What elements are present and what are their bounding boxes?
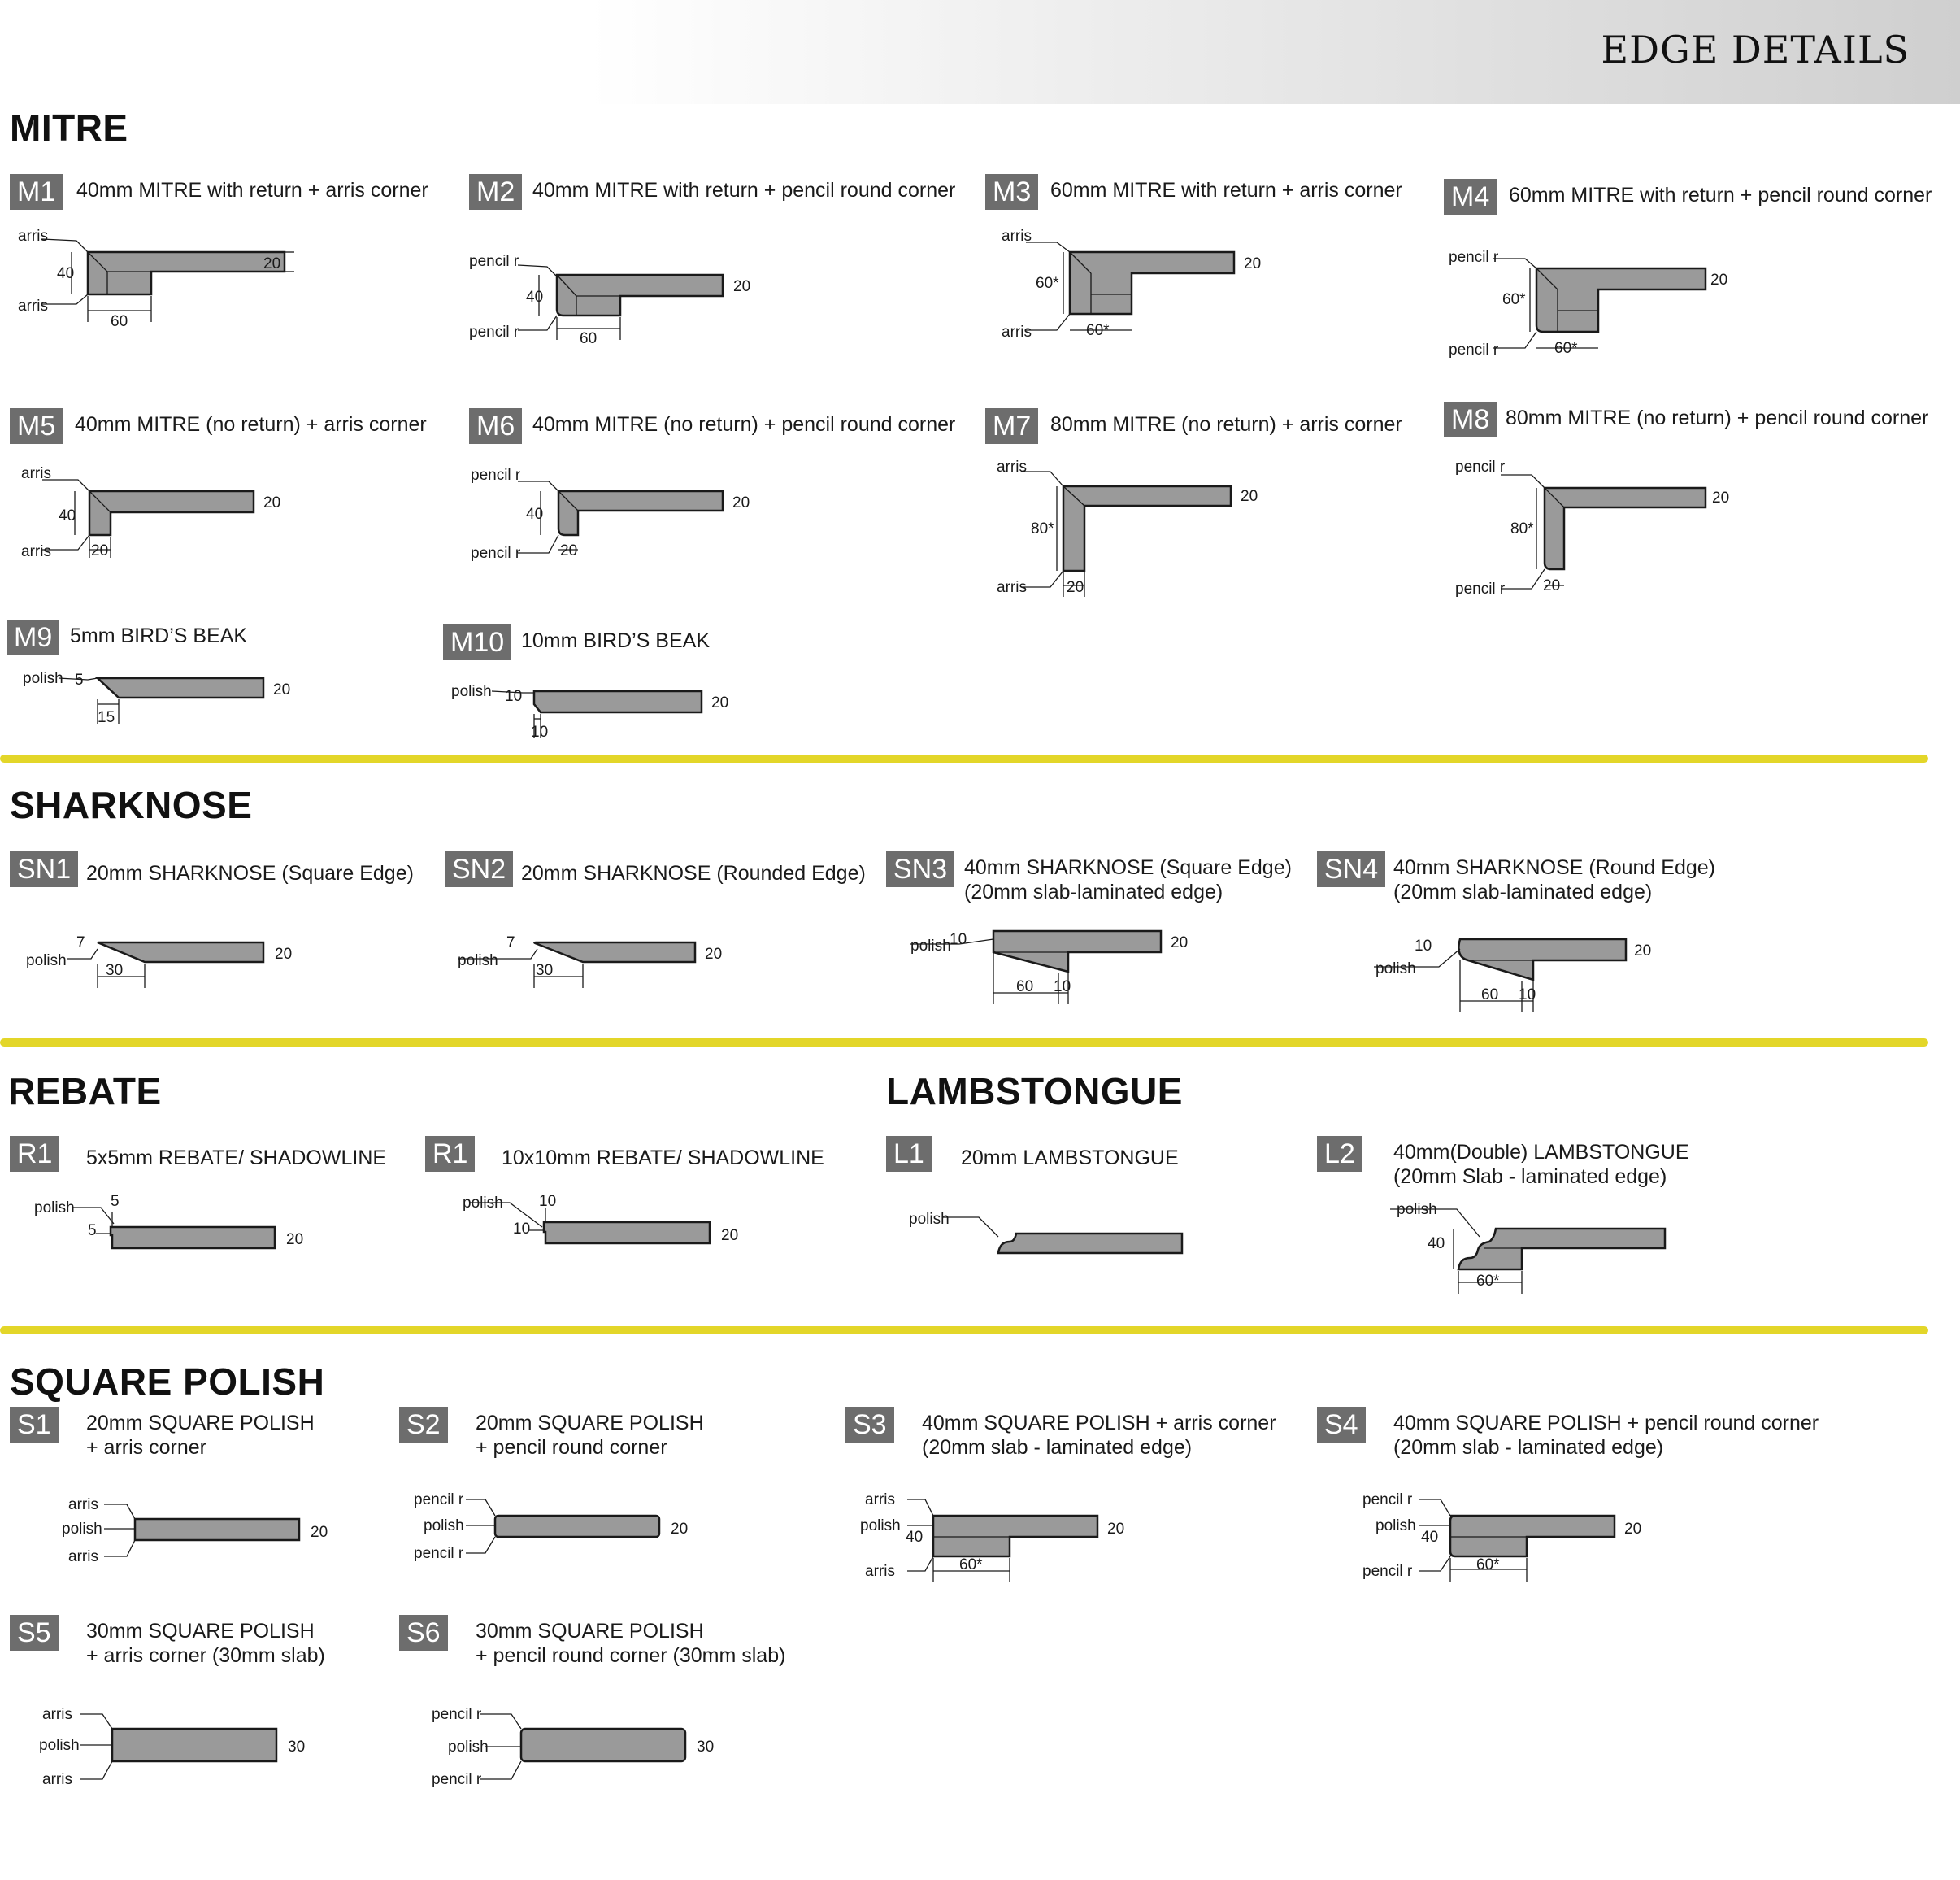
section-title-mitre: MITRE: [10, 107, 128, 149]
svg-text:arris: arris: [68, 1548, 98, 1565]
svg-text:pencil r: pencil r: [1362, 1491, 1413, 1508]
svg-text:polish: polish: [860, 1517, 901, 1534]
item-code-badge: S6: [399, 1615, 448, 1651]
svg-text:30: 30: [536, 962, 554, 979]
svg-text:40: 40: [57, 265, 75, 282]
edge-profile-diagram: [469, 457, 762, 579]
svg-text:30: 30: [697, 1739, 715, 1756]
svg-text:pencil r: pencil r: [432, 1706, 482, 1723]
edge-profile-diagram: [886, 925, 1195, 1047]
svg-text:polish: polish: [463, 1195, 503, 1212]
item-description: 20mm SQUARE POLISH + arris corner: [86, 1412, 315, 1459]
svg-text:polish: polish: [1375, 960, 1416, 977]
svg-text:arris: arris: [42, 1706, 72, 1723]
svg-text:pencil r: pencil r: [432, 1771, 482, 1788]
edge-profile-diagram: [399, 1488, 708, 1594]
svg-text:arris: arris: [865, 1491, 895, 1508]
item-code-badge: M1: [10, 174, 63, 210]
svg-text:20: 20: [732, 494, 750, 511]
edge-profile-diagram: [425, 1185, 739, 1274]
item-description: 40mm MITRE (no return) + arris corner: [75, 413, 427, 436]
svg-text:40: 40: [59, 507, 76, 524]
svg-text:10: 10: [950, 931, 967, 948]
svg-text:5: 5: [75, 672, 84, 689]
svg-text:40: 40: [1421, 1529, 1439, 1546]
edge-profile-diagram: [1317, 1488, 1642, 1610]
svg-text:60*: 60*: [1554, 340, 1578, 357]
item-code-badge: M10: [443, 624, 511, 660]
svg-text:40: 40: [906, 1529, 924, 1546]
svg-text:pencil r: pencil r: [471, 467, 521, 484]
svg-text:60*: 60*: [1476, 1273, 1500, 1290]
svg-text:10: 10: [513, 1221, 531, 1238]
edge-profile-diagram: [985, 223, 1278, 361]
svg-text:60*: 60*: [1502, 291, 1526, 308]
item-code-badge: M7: [985, 408, 1038, 444]
svg-text:20: 20: [311, 1524, 328, 1541]
svg-text:pencil r: pencil r: [1449, 342, 1499, 359]
item-code-badge: M5: [10, 408, 63, 444]
svg-text:pencil r: pencil r: [414, 1491, 464, 1508]
edge-profile-diagram: [10, 457, 302, 579]
edge-profile-diagram: [469, 231, 762, 361]
svg-text:arris: arris: [865, 1563, 895, 1580]
svg-text:arris: arris: [21, 465, 51, 482]
svg-text:20: 20: [263, 255, 281, 272]
svg-text:20: 20: [273, 681, 291, 698]
section-title-lambstongue: LAMBSTONGUE: [886, 1070, 1183, 1112]
item-description: 40mm SHARKNOSE (Round Edge) (20mm slab-laminated edge): [1393, 856, 1715, 903]
item-code-badge: S1: [10, 1407, 59, 1443]
edge-profile-diagram: [1444, 455, 1753, 618]
svg-text:arris: arris: [18, 298, 48, 315]
edge-profile-diagram: [1317, 1196, 1658, 1318]
item-code-badge: SN2: [445, 851, 513, 887]
item-code-badge: SN1: [10, 851, 78, 887]
svg-text:20: 20: [1067, 579, 1084, 596]
svg-text:40: 40: [526, 506, 544, 523]
svg-text:5: 5: [88, 1222, 97, 1239]
item-description: 20mm SHARKNOSE (Rounded Edge): [521, 862, 866, 885]
item-code-badge: M3: [985, 174, 1038, 210]
svg-text:pencil r: pencil r: [471, 545, 521, 562]
svg-text:7: 7: [506, 934, 515, 951]
item-description: 30mm SQUARE POLISH + pencil round corner (30mm slab): [476, 1620, 786, 1667]
svg-text:20: 20: [275, 946, 293, 963]
svg-text:polish: polish: [424, 1517, 464, 1534]
item-code-badge: S4: [1317, 1407, 1366, 1443]
edge-profile-diagram: [10, 1698, 319, 1804]
svg-text:20: 20: [671, 1521, 689, 1538]
svg-text:pencil r: pencil r: [469, 253, 519, 270]
svg-text:arris: arris: [997, 459, 1027, 476]
svg-text:40: 40: [1428, 1235, 1445, 1252]
item-description: 20mm SHARKNOSE (Square Edge): [86, 862, 414, 885]
item-code-badge: SN4: [1317, 851, 1385, 887]
svg-text:20: 20: [1171, 934, 1189, 951]
item-code-badge: M8: [1444, 402, 1497, 437]
svg-text:60: 60: [580, 330, 598, 347]
svg-text:arris: arris: [42, 1771, 72, 1788]
section-divider: [0, 755, 1928, 763]
svg-text:20: 20: [705, 946, 723, 963]
edge-profile-diagram: [445, 916, 754, 1006]
item-description: 40mm SQUARE POLISH + pencil round corner (20mm slab - laminated edge): [1393, 1412, 1819, 1459]
svg-text:20: 20: [263, 494, 281, 511]
svg-text:pencil r: pencil r: [1455, 459, 1506, 476]
section-divider: [0, 1326, 1928, 1334]
svg-text:polish: polish: [451, 683, 492, 700]
edge-profile-diagram: [10, 916, 319, 1006]
svg-text:60: 60: [1016, 978, 1034, 995]
item-code-badge: L2: [1317, 1136, 1362, 1172]
item-description: 30mm SQUARE POLISH + arris corner (30mm slab): [86, 1620, 325, 1667]
svg-text:polish: polish: [1375, 1517, 1416, 1534]
svg-text:10: 10: [1054, 978, 1071, 995]
item-description: 40mm(Double) LAMBSTONGUE (20mm Slab - laminated edge): [1393, 1141, 1689, 1188]
svg-text:arris: arris: [1002, 228, 1032, 245]
item-code-badge: S5: [10, 1615, 59, 1651]
svg-text:polish: polish: [62, 1521, 102, 1538]
svg-text:pencil r: pencil r: [469, 324, 519, 341]
svg-text:pencil r: pencil r: [414, 1545, 464, 1562]
edge-profile-diagram: [10, 1188, 319, 1277]
item-code-badge: R1: [10, 1136, 59, 1172]
edge-profile-diagram: [7, 664, 307, 753]
svg-text:polish: polish: [458, 952, 498, 969]
item-description: 20mm SQUARE POLISH + pencil round corner: [476, 1412, 704, 1459]
section-title-square-polish: SQUARE POLISH: [10, 1360, 325, 1403]
item-code-badge: S2: [399, 1407, 448, 1443]
item-description: 5mm BIRD’S BEAK: [70, 624, 248, 647]
item-description: 80mm MITRE (no return) + pencil round corner: [1506, 407, 1929, 429]
svg-text:30: 30: [106, 962, 124, 979]
item-description: 10x10mm REBATE/ SHADOWLINE: [502, 1147, 824, 1169]
svg-text:10: 10: [539, 1193, 557, 1210]
item-code-badge: M2: [469, 174, 522, 210]
item-description: 10mm BIRD’S BEAK: [521, 629, 711, 652]
edge-profile-diagram: [443, 672, 744, 761]
item-code-badge: M4: [1444, 179, 1497, 215]
edge-profile-diagram: [1444, 229, 1753, 368]
svg-text:20: 20: [733, 278, 751, 295]
svg-text:5: 5: [111, 1193, 120, 1210]
svg-text:60: 60: [1481, 986, 1499, 1003]
svg-text:polish: polish: [1397, 1201, 1437, 1218]
svg-text:20: 20: [1241, 488, 1258, 505]
svg-text:arris: arris: [1002, 324, 1032, 341]
svg-text:20: 20: [1624, 1521, 1642, 1538]
item-description: 40mm MITRE with return + pencil round corner: [532, 179, 956, 202]
svg-text:arris: arris: [68, 1496, 98, 1513]
svg-text:60: 60: [111, 313, 128, 330]
svg-text:arris: arris: [997, 579, 1027, 596]
svg-text:30: 30: [288, 1739, 306, 1756]
svg-text:20: 20: [1107, 1521, 1125, 1538]
svg-text:60*: 60*: [959, 1556, 983, 1573]
item-description: 80mm MITRE (no return) + arris corner: [1050, 413, 1402, 436]
svg-text:pencil r: pencil r: [1362, 1563, 1413, 1580]
item-description: 20mm LAMBSTONGUE: [961, 1147, 1179, 1169]
edge-profile-diagram: [985, 457, 1278, 620]
section-title-rebate: REBATE: [8, 1070, 162, 1112]
svg-text:20: 20: [1543, 577, 1561, 594]
item-code-badge: SN3: [886, 851, 954, 887]
svg-text:arris: arris: [21, 543, 51, 560]
svg-text:polish: polish: [23, 670, 63, 687]
svg-text:60*: 60*: [1086, 322, 1110, 339]
svg-text:20: 20: [1244, 255, 1262, 272]
item-code-badge: L1: [886, 1136, 932, 1172]
svg-text:60*: 60*: [1036, 275, 1059, 292]
svg-text:20: 20: [711, 694, 729, 712]
document-title: EDGE DETAILS: [1601, 28, 1910, 72]
edge-profile-diagram: [1317, 933, 1652, 1055]
svg-text:7: 7: [76, 934, 85, 951]
item-code-badge: M9: [7, 620, 59, 655]
svg-text:20: 20: [1710, 272, 1728, 289]
item-description: 60mm MITRE with return + arris corner: [1050, 179, 1402, 202]
item-code-badge: S3: [845, 1407, 894, 1443]
svg-text:20: 20: [560, 542, 578, 559]
svg-text:10: 10: [1415, 938, 1432, 955]
svg-text:20: 20: [721, 1227, 739, 1244]
svg-text:polish: polish: [910, 938, 951, 955]
header-bar: [0, 0, 1960, 104]
item-description: 40mm SHARKNOSE (Square Edge) (20mm slab-laminated edge): [964, 856, 1292, 903]
edge-profile-diagram: [10, 223, 302, 345]
svg-text:20: 20: [91, 542, 109, 559]
svg-text:polish: polish: [26, 952, 67, 969]
svg-text:10: 10: [505, 688, 523, 705]
svg-text:10: 10: [1519, 986, 1536, 1003]
item-description: 60mm MITRE with return + pencil round corner: [1509, 184, 1932, 207]
svg-text:10: 10: [531, 724, 549, 741]
svg-text:60*: 60*: [1476, 1556, 1500, 1573]
edge-profile-diagram: [845, 1488, 1154, 1610]
svg-text:polish: polish: [34, 1199, 75, 1216]
svg-text:80*: 80*: [1510, 520, 1534, 537]
item-description: 40mm SQUARE POLISH + arris corner (20mm slab - laminated edge): [922, 1412, 1276, 1459]
svg-text:80*: 80*: [1031, 520, 1054, 537]
edge-profile-diagram: [399, 1698, 715, 1804]
svg-text:40: 40: [526, 289, 544, 306]
item-description: 40mm MITRE with return + arris corner: [76, 179, 428, 202]
svg-text:polish: polish: [909, 1211, 950, 1228]
svg-text:pencil r: pencil r: [1455, 581, 1506, 598]
item-description: 5x5mm REBATE/ SHADOWLINE: [86, 1147, 387, 1169]
svg-text:arris: arris: [18, 228, 48, 245]
svg-text:20: 20: [1634, 942, 1652, 960]
svg-text:polish: polish: [448, 1739, 489, 1756]
edge-profile-diagram: [886, 1199, 1195, 1289]
svg-text:15: 15: [98, 709, 115, 726]
item-code-badge: M6: [469, 408, 522, 444]
svg-text:pencil r: pencil r: [1449, 249, 1499, 266]
svg-text:20: 20: [286, 1231, 304, 1248]
svg-text:20: 20: [1712, 490, 1730, 507]
section-title-sharknose: SHARKNOSE: [10, 784, 253, 826]
svg-text:polish: polish: [39, 1737, 80, 1754]
item-code-badge: R1: [425, 1136, 475, 1172]
item-description: 40mm MITRE (no return) + pencil round corner: [532, 413, 956, 436]
edge-profile-diagram: [10, 1491, 328, 1597]
